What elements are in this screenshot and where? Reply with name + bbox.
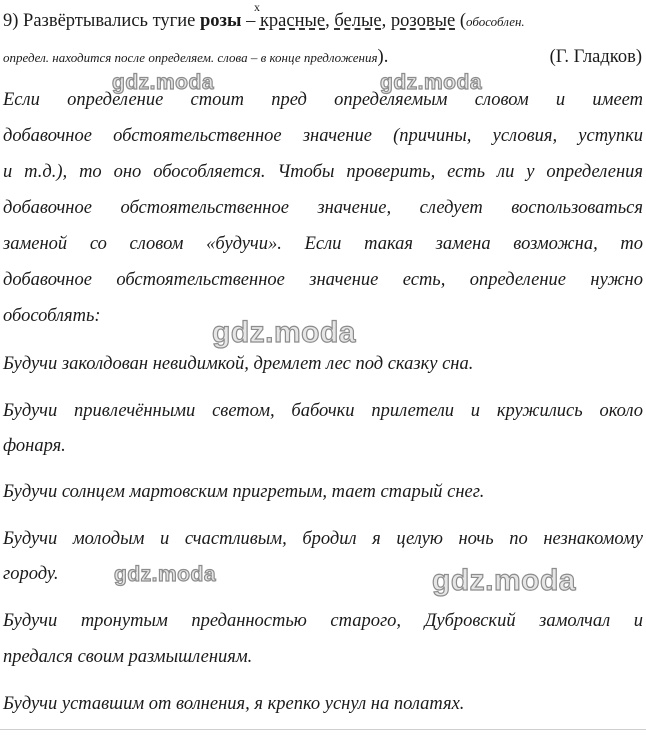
example-3: Будучи солнцем мартовским пригретым, тает старый снег. bbox=[3, 482, 485, 502]
superscript-marker: x bbox=[254, 0, 260, 14]
explanation-line-5: заменой со словом «будучи». Если такая замена возможна, то bbox=[3, 234, 643, 254]
example-2-line-2: фонаря. bbox=[3, 436, 66, 456]
task-sentence bbox=[3, 11, 525, 32]
watermark-2: gdz.moda bbox=[380, 71, 482, 94]
subject-word: розы bbox=[200, 11, 242, 31]
watermark-5: gdz.moda bbox=[432, 564, 576, 597]
definition-word-2: белые bbox=[334, 11, 382, 31]
example-5-line-2: предался своим размышлениям. bbox=[3, 647, 253, 667]
explanation-line-6: добавочное обстоятельственное значение есть, определение нужно bbox=[3, 270, 643, 290]
paren-open: ( bbox=[459, 11, 467, 31]
example-4-line-2: городу. bbox=[3, 564, 59, 584]
explanation-line-7: обособлять: bbox=[3, 306, 101, 326]
example-5-line-1: Будучи тронутым преданностью старого, Дубровский замолчал и bbox=[3, 611, 643, 631]
watermark-4: gdz.moda bbox=[114, 563, 216, 586]
task-number: 9) bbox=[3, 11, 19, 31]
example-1: Будучи заколдован невидимкой, дремлет лес под сказку сна. bbox=[3, 354, 474, 374]
bottom-rule bbox=[0, 729, 646, 730]
definition-word-3: розовые bbox=[390, 11, 456, 31]
paren-close: ). bbox=[377, 47, 389, 67]
dash: – bbox=[246, 11, 256, 31]
example-2-line-1: Будучи привлечёнными светом, бабочки прилетели и кружились около bbox=[3, 401, 643, 421]
note-part-2: определ. находится после определяем. слова – в конце предложения bbox=[3, 50, 378, 65]
sentence-start: Развёртывались тугие bbox=[23, 11, 196, 31]
comma-2: , bbox=[381, 11, 387, 31]
comma-1: , bbox=[325, 11, 330, 31]
example-6: Будучи уставшим от волнения, я крепко уснул на полатях. bbox=[3, 694, 465, 714]
explanation-line-3: и т.д.), то оно обособляется. Чтобы проверить, есть ли у определения bbox=[3, 162, 643, 182]
task-note bbox=[3, 47, 388, 68]
definition-word-1: красные bbox=[259, 11, 326, 31]
watermark-1: gdz.moda bbox=[112, 71, 214, 94]
explanation-line-2: добавочное обстоятельственное значение (причины, условия, уступки bbox=[3, 126, 643, 146]
watermark-3: gdz.moda bbox=[212, 316, 356, 349]
note-part-1: обособлен. bbox=[466, 14, 525, 29]
explanation-line-1: Если определение стоит пред определяемым словом и имеет bbox=[3, 90, 643, 110]
explanation-line-4: добавочное обстоятельственное значение, следует воспользоваться bbox=[3, 198, 643, 218]
example-4-line-1: Будучи молодым и счастливым, бродил я целую ночь по незнакомому bbox=[3, 529, 643, 549]
author: (Г. Гладков) bbox=[549, 47, 642, 67]
